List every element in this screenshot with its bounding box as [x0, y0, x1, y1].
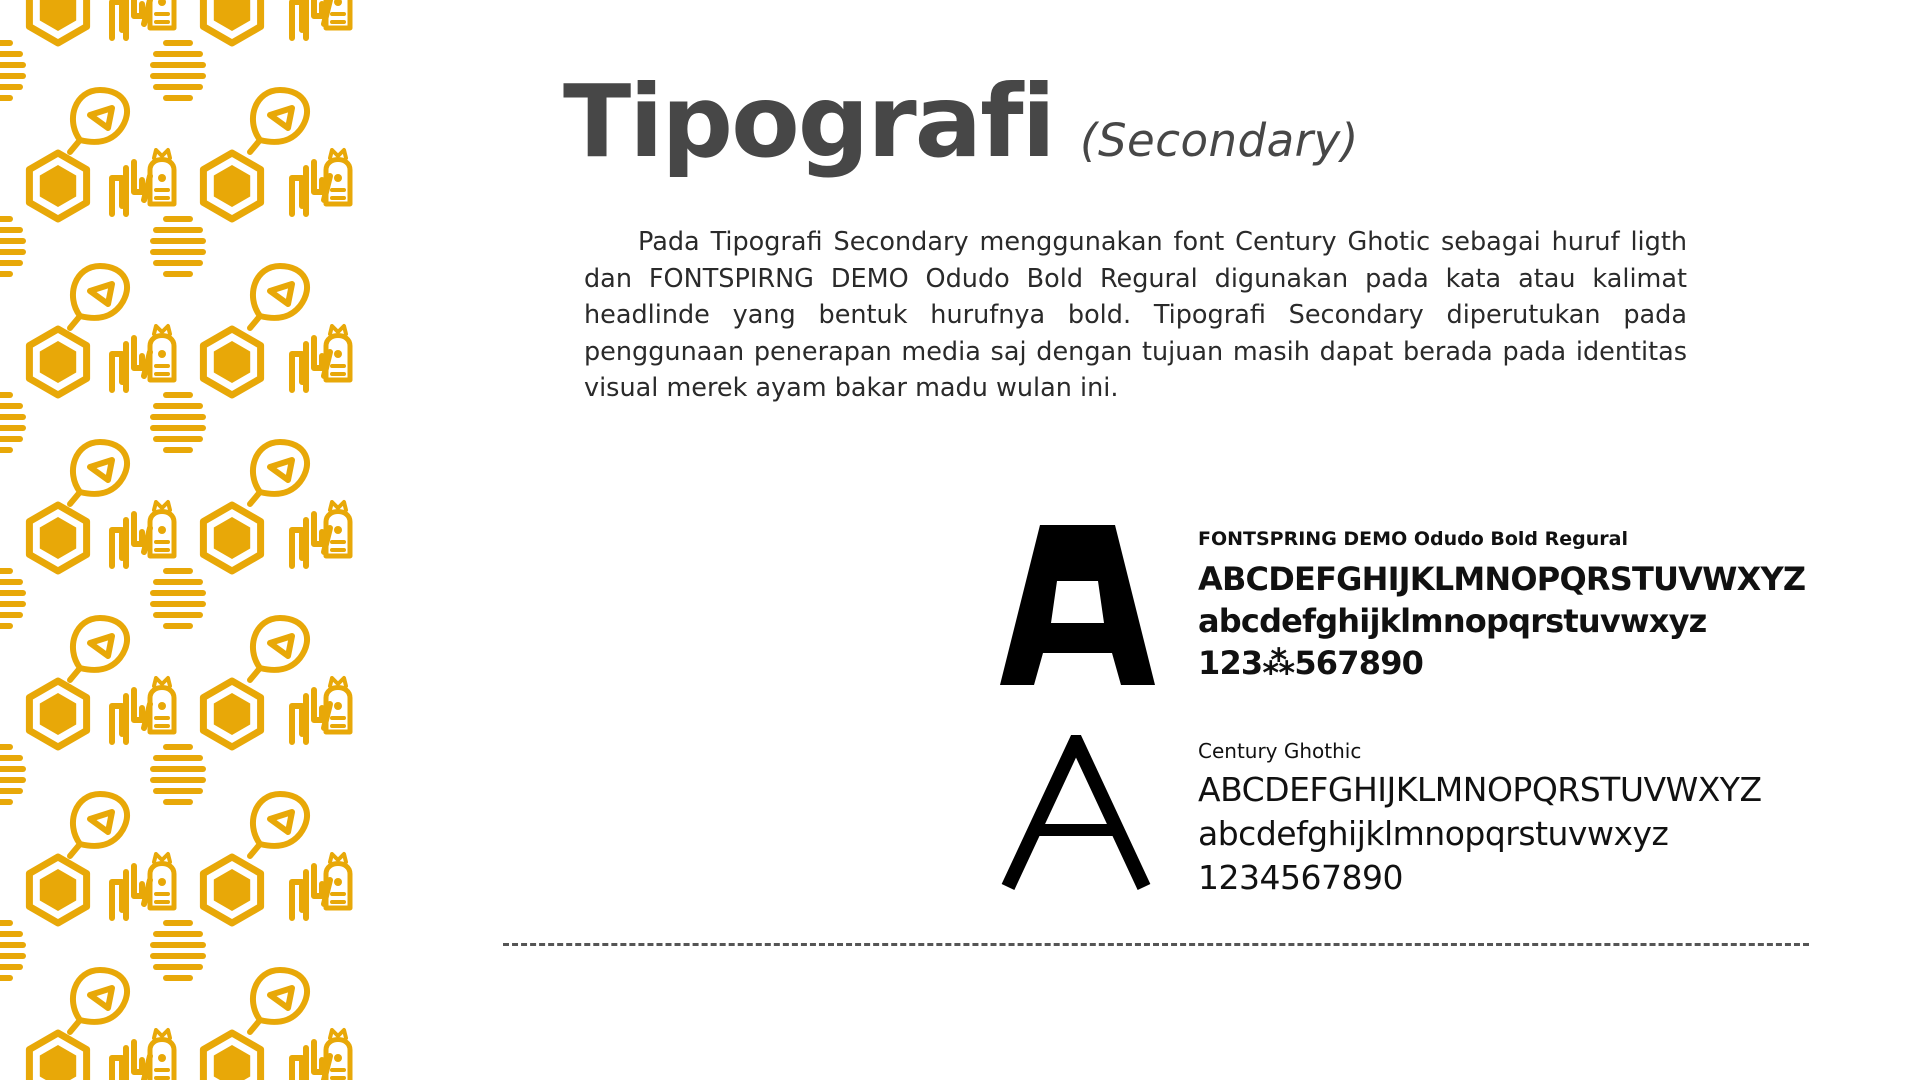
chicken-leg-icon: [250, 442, 307, 504]
bold-uppercase: ABCDEFGHIJKLMNOPQRSTUVWXYZ: [1198, 560, 1806, 598]
chicken-leg-icon: [70, 266, 127, 328]
honeycomb-icon: [29, 0, 86, 43]
bold-font-specimen: [1198, 526, 1805, 684]
chicken-leg-icon: [70, 442, 127, 504]
flame-icon: [112, 690, 150, 742]
flame-icon: [112, 866, 150, 918]
bold-lowercase: abcdefghijklmnopqrstuvwxyz: [1198, 602, 1707, 640]
description-paragraph: Pada Tipografi Secondary menggunakan font Century Ghotic sebagai huruf ligth dan FONTSPIRNG DEMO Odudo Bold Regural digunakan pada kata atau kalimat headlinde yang bentuk hurufnya bold. Tipografi Secondary diperutukan pada penggunaan penerapan media saj dengan tujuan masih dapat berada pada identitas visual merek ayam bakar madu wulan ini.: [584, 227, 1687, 403]
hive-icon: [150, 40, 206, 101]
hive-icon: [0, 216, 26, 277]
hive-icon: [0, 744, 26, 805]
page-subtitle: (Secondary): [1079, 114, 1359, 167]
decorative-pattern: [0, 0, 380, 1080]
chicken-leg-icon: [250, 266, 307, 328]
flame-icon: [292, 0, 330, 38]
chicken-leg-icon: [70, 970, 127, 1032]
bold-font-name: FONTSPRING DEMO Odudo Bold Regural: [1198, 528, 1628, 550]
light-lowercase: abcdefghijklmnopqrstuvwxyz: [1198, 814, 1669, 853]
honeycomb-icon: [29, 1033, 86, 1080]
chicken-icon: [150, 0, 174, 28]
heading: [563, 63, 1359, 180]
chicken-leg-icon: [70, 90, 127, 152]
hive-icon: [0, 392, 26, 453]
chicken-leg-icon: [250, 618, 307, 680]
chicken-icon: [150, 678, 174, 732]
light-uppercase: ABCDEFGHIJKLMNOPQRSTUVWXYZ: [1198, 770, 1762, 809]
light-digits: 1234567890: [1198, 858, 1403, 897]
chicken-leg-icon: [250, 794, 307, 856]
flame-icon: [112, 1042, 150, 1080]
light-font-name: Century Ghothic: [1198, 739, 1362, 763]
hive-icon: [0, 568, 26, 629]
honeycomb-icon: [203, 329, 260, 395]
hive-icon: [150, 744, 206, 805]
flame-icon: [112, 338, 150, 390]
chicken-icon: [150, 150, 174, 204]
honeycomb-icon: [203, 0, 260, 43]
honeycomb-icon: [203, 1033, 260, 1080]
chicken-leg-icon: [250, 970, 307, 1032]
honeycomb-icon: [203, 153, 260, 219]
honeycomb-icon: [29, 329, 86, 395]
honeycomb-icon: [203, 505, 260, 571]
honeycomb-icon: [29, 857, 86, 923]
honeycomb-icon: [203, 681, 260, 747]
flame-icon: [112, 514, 150, 566]
flame-icon: [112, 162, 150, 214]
chicken-leg-icon: [70, 618, 127, 680]
chicken-leg-icon: [250, 90, 307, 152]
honeycomb-icon: [29, 153, 86, 219]
hive-icon: [0, 40, 26, 101]
hive-icon: [0, 920, 26, 981]
honeycomb-icon: [203, 857, 260, 923]
chicken-leg-icon: [70, 794, 127, 856]
light-sample-glyph: [1000, 735, 1152, 890]
hive-icon: [150, 216, 206, 277]
hive-icon: [150, 392, 206, 453]
hive-icon: [150, 568, 206, 629]
page-title: Tipografi: [563, 63, 1054, 180]
honeycomb-icon: [29, 505, 86, 571]
chicken-icon: [150, 854, 174, 908]
flame-icon: [112, 0, 150, 38]
chicken-icon: [150, 1030, 174, 1080]
chicken-icon: [150, 502, 174, 556]
dashed-divider: [503, 943, 1809, 946]
bold-sample-glyph: [1000, 525, 1155, 685]
light-font-specimen: [1198, 738, 1762, 900]
bold-digits: 123⁂567890: [1198, 644, 1424, 682]
honeycomb-icon: [29, 681, 86, 747]
chicken-icon: [150, 326, 174, 380]
hive-icon: [150, 920, 206, 981]
